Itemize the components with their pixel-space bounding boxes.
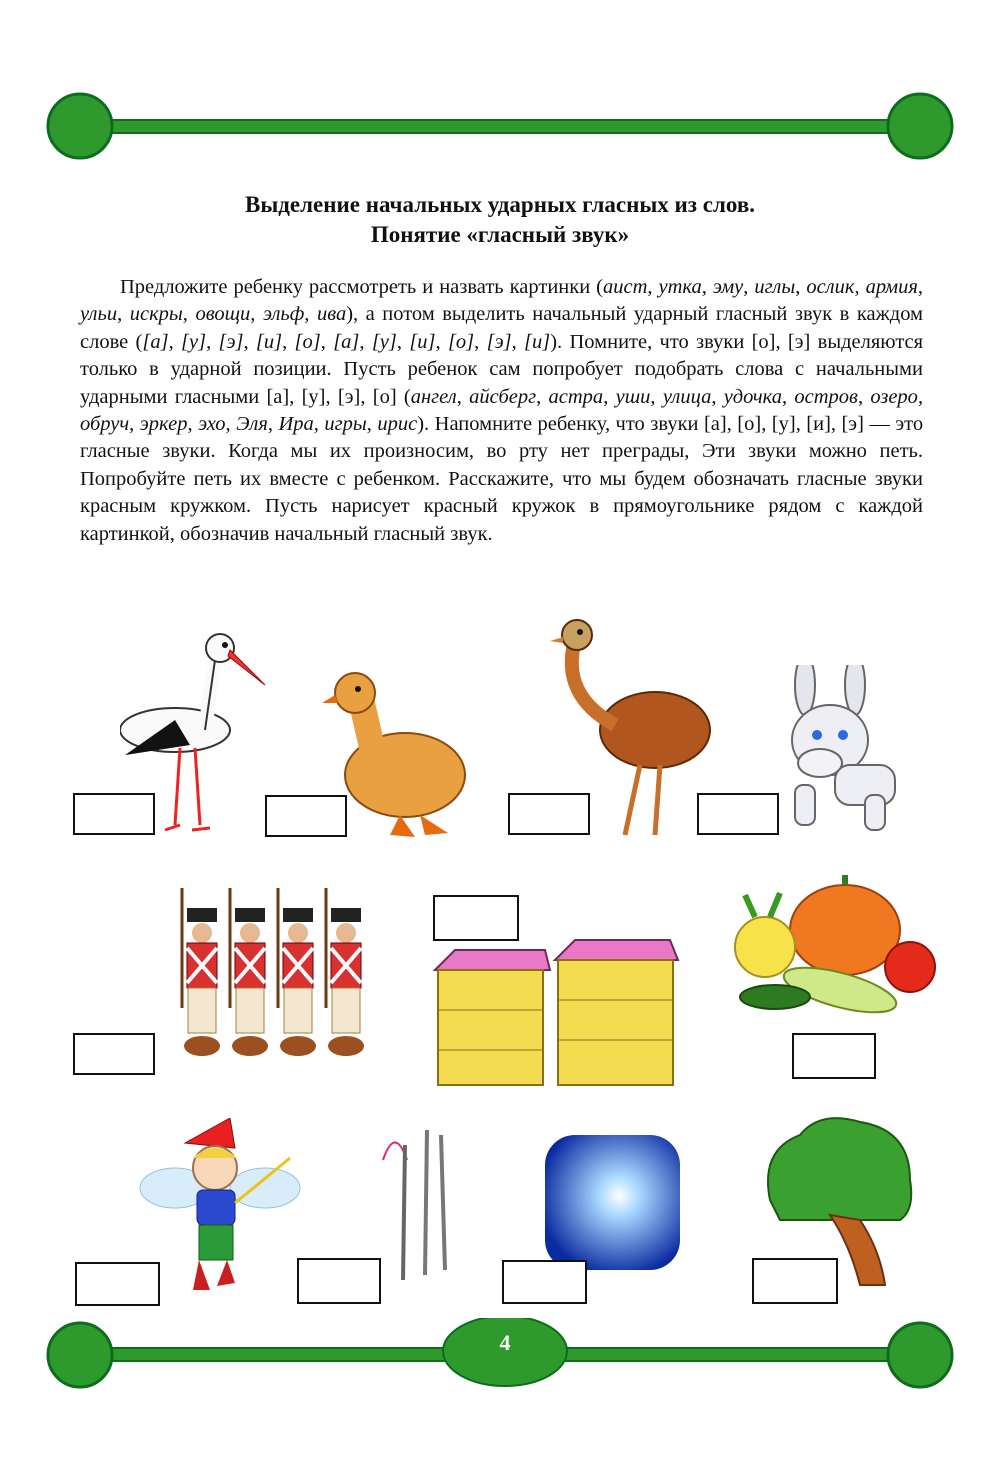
answer-box-sparkler[interactable] bbox=[502, 1260, 587, 1304]
italic-word: ирис bbox=[377, 413, 418, 436]
italic-word: ульи bbox=[80, 303, 118, 326]
italic-word: [а] bbox=[333, 330, 360, 353]
italic-word: [э] bbox=[486, 330, 512, 353]
paragraph-text: , bbox=[182, 303, 196, 326]
paragraph-text: , bbox=[647, 276, 659, 298]
italic-word: [о] bbox=[447, 330, 475, 353]
italic-word: астра bbox=[548, 385, 604, 408]
italic-word: искры bbox=[129, 303, 183, 326]
answer-box-emu[interactable] bbox=[508, 793, 590, 835]
answer-box-soldiers[interactable] bbox=[73, 1033, 155, 1075]
beehives-picture bbox=[430, 935, 680, 1090]
answer-box-willow[interactable] bbox=[752, 1258, 838, 1304]
answer-box-needles[interactable] bbox=[297, 1258, 381, 1304]
title-line-1: Выделение начальных ударных гласных из слов. bbox=[245, 192, 755, 217]
italic-word: [а] bbox=[142, 330, 169, 353]
paragraph-text: , bbox=[435, 330, 448, 353]
elf-picture bbox=[135, 1118, 305, 1298]
paragraph-text: , bbox=[267, 413, 279, 436]
paragraph-text: , bbox=[603, 385, 616, 408]
italic-word: [о] bbox=[294, 330, 321, 353]
page-number: 4 bbox=[499, 1330, 511, 1355]
italic-word: эму bbox=[712, 276, 744, 298]
title-line-2: Понятие «гласный звук» bbox=[370, 222, 630, 247]
vegetables-picture bbox=[725, 875, 940, 1025]
paragraph-text: , bbox=[225, 413, 237, 436]
paragraph-text: , bbox=[854, 276, 866, 298]
paragraph-text: , bbox=[117, 303, 130, 326]
paragraph-text: , bbox=[781, 385, 795, 408]
italic-word: удочка bbox=[723, 385, 782, 408]
answer-box-donkey[interactable] bbox=[697, 793, 779, 835]
paragraph-text: , bbox=[743, 276, 755, 298]
paragraph-text: , bbox=[168, 330, 181, 353]
italic-word: озеро bbox=[870, 385, 918, 408]
paragraph-text: , bbox=[187, 413, 199, 436]
paragraph-text: , bbox=[795, 276, 807, 298]
paragraph-text: , bbox=[650, 385, 663, 408]
paragraph-text: ), а потом выделить начальный ударный гласный звук в каждом слове ( bbox=[80, 303, 924, 353]
paragraph-text: , bbox=[456, 385, 470, 408]
paragraph-text: , bbox=[917, 385, 924, 408]
paragraph-text: , bbox=[536, 385, 549, 408]
italic-word: утка bbox=[658, 276, 702, 298]
italic-word: [и] bbox=[409, 330, 436, 353]
top-decorative-bar bbox=[0, 88, 1000, 168]
italic-word: обруч bbox=[80, 413, 130, 436]
paragraph-text: , bbox=[243, 330, 256, 353]
answer-box-duck[interactable] bbox=[265, 795, 347, 837]
paragraph-text: , bbox=[206, 330, 219, 353]
paragraph-text: , bbox=[359, 330, 372, 353]
italic-word: ангел bbox=[410, 385, 457, 408]
italic-word: Ира bbox=[278, 413, 314, 436]
italic-word: [у] bbox=[371, 330, 397, 353]
paragraph-text: , bbox=[282, 330, 295, 353]
paragraph-text: , bbox=[320, 330, 334, 353]
paragraph-text: , bbox=[313, 413, 325, 436]
italic-word: игры bbox=[324, 413, 367, 436]
italic-word: эльф bbox=[262, 303, 305, 326]
italic-word: [и] bbox=[524, 330, 551, 353]
italic-word: улица bbox=[662, 385, 712, 408]
sparkler-picture bbox=[545, 1135, 680, 1270]
paragraph-text: , bbox=[396, 330, 410, 353]
italic-word: [и] bbox=[255, 330, 283, 353]
italic-word: остров bbox=[794, 385, 858, 408]
italic-word: эхо bbox=[198, 413, 226, 436]
italic-word: овощи bbox=[195, 303, 251, 326]
paragraph-text: , bbox=[129, 413, 140, 436]
instruction-paragraph bbox=[80, 274, 923, 548]
italic-word: ослик bbox=[806, 276, 855, 298]
italic-word: [э] bbox=[218, 330, 244, 353]
paragraph-text: ). Напомните ребенку, что звуки [а], [о], [у], [и], [э] — это гласные звуки. Когда мы их произносим, во рту нет преграды, Эти звуки можно петь. Попробуйте петь их вместе с ребенком. Расскажите, что мы будем обозначать гласные звуки красным кружком. Пусть нарисует красный кружок в прямоугольнике рядом с каждой картинкой, обозначив начальный гласный звук. bbox=[80, 413, 924, 545]
paragraph-text: , bbox=[474, 330, 487, 353]
page-title bbox=[0, 190, 1000, 250]
donkey-picture bbox=[775, 665, 915, 835]
paragraph-text: , bbox=[250, 303, 263, 326]
italic-word: иглы bbox=[754, 276, 796, 298]
paragraph-text: , bbox=[917, 276, 924, 298]
paragraph-text: ). Помните, что звуки [о], [э] выделяются только в ударной позиции. Пусть ребенок сам попробует подобрать слова с начальными ударными гласными [а], [у], [э], [о] ( bbox=[80, 330, 924, 408]
italic-word: уши bbox=[615, 385, 651, 408]
needles-picture bbox=[375, 1125, 455, 1285]
italic-word: Эля bbox=[236, 413, 268, 436]
answer-box-stork[interactable] bbox=[73, 793, 155, 835]
paragraph-text: , bbox=[366, 413, 378, 436]
paragraph-text: Предложите ребенку рассмотреть и назвать картинки ( bbox=[120, 276, 603, 298]
paragraph-text: , bbox=[304, 303, 317, 326]
answer-box-elf[interactable] bbox=[75, 1262, 160, 1306]
italic-word: аист bbox=[602, 276, 648, 298]
paragraph-text: , bbox=[701, 276, 713, 298]
answer-box-vegetables[interactable] bbox=[792, 1033, 876, 1079]
paragraph-text: , bbox=[711, 385, 724, 408]
italic-word: армия bbox=[865, 276, 918, 298]
paragraph-text: , bbox=[857, 385, 871, 408]
italic-word: айсберг bbox=[469, 385, 537, 408]
italic-word: [у] bbox=[181, 330, 207, 353]
paragraph-text: , bbox=[511, 330, 525, 353]
soldiers-picture bbox=[170, 888, 370, 1068]
italic-word: ива bbox=[316, 303, 347, 326]
italic-word: эркер bbox=[139, 413, 188, 436]
